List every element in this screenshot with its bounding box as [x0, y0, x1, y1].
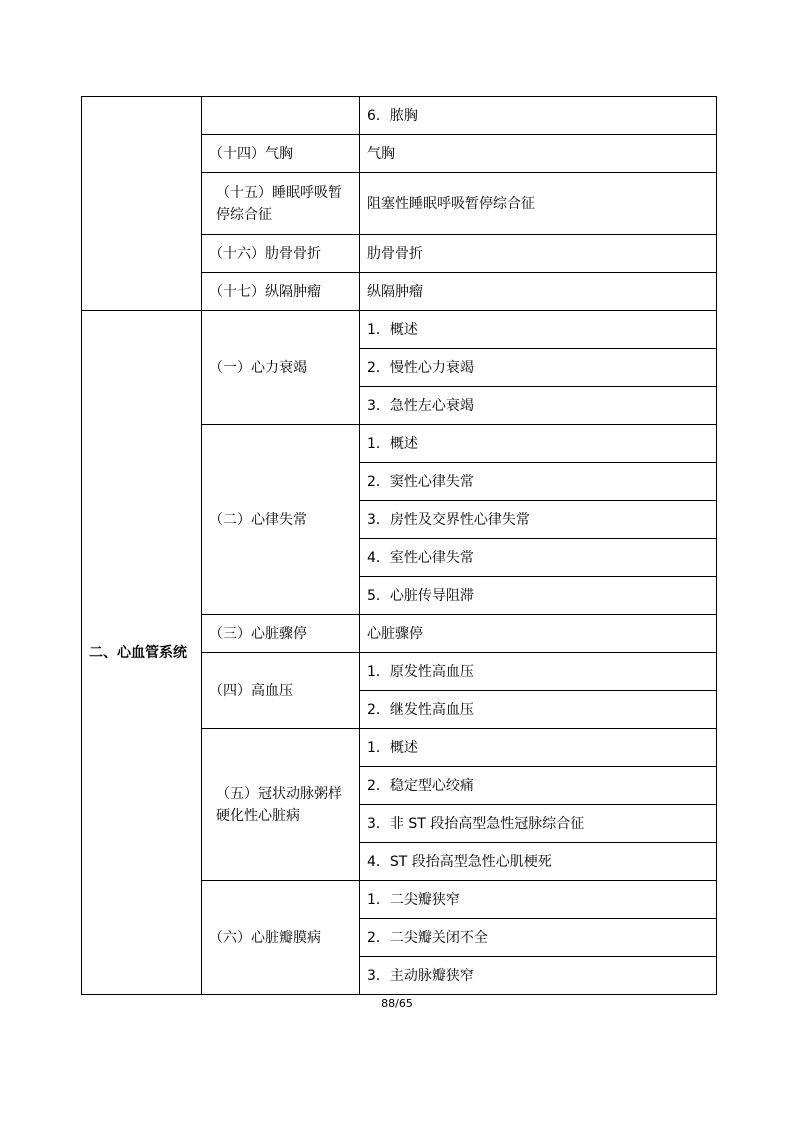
- point-cell: 6．脓胸: [360, 97, 717, 135]
- table-row: [82, 97, 717, 135]
- point-cell: 阻塞性睡眠呼吸暂停综合征: [360, 173, 717, 235]
- unit-cell: （四）高血压: [202, 653, 360, 729]
- point-cell: 心脏骤停: [360, 615, 717, 653]
- point-cell: 4．室性心律失常: [360, 539, 717, 577]
- point-cell: 3．主动脉瓣狭窄: [360, 957, 717, 995]
- unit-cell: （五）冠状动脉粥样硬化性心脏病: [202, 729, 360, 881]
- unit-cell: （一）心力衰竭: [202, 311, 360, 425]
- page-number: 88/65: [381, 997, 413, 1010]
- table-row: [82, 311, 717, 349]
- point-cell: 2．继发性高血压: [360, 691, 717, 729]
- point-cell: 气胸: [360, 135, 717, 173]
- point-cell: 4．ST 段抬高型急性心肌梗死: [360, 843, 717, 881]
- system-cell: 二、心血管系统: [82, 311, 202, 995]
- point-cell: 3．房性及交界性心律失常: [360, 501, 717, 539]
- unit-cell: （十七）纵隔肿瘤: [202, 273, 360, 311]
- point-cell: 1．原发性高血压: [360, 653, 717, 691]
- point-cell: 2．窦性心律失常: [360, 463, 717, 501]
- point-cell: 3．非 ST 段抬高型急性冠脉综合征: [360, 805, 717, 843]
- point-cell: 1．概述: [360, 425, 717, 463]
- point-cell: 5．心脏传导阻滞: [360, 577, 717, 615]
- unit-cell: （十六）肋骨骨折: [202, 235, 360, 273]
- point-cell: 2．二尖瓣关闭不全: [360, 919, 717, 957]
- point-cell: 1．概述: [360, 311, 717, 349]
- unit-cell: （六）心脏瓣膜病: [202, 881, 360, 995]
- unit-cell: （十五）睡眠呼吸暂停综合征: [202, 173, 360, 235]
- unit-cell: （二）心律失常: [202, 425, 360, 615]
- unit-cell: （十四）气胸: [202, 135, 360, 173]
- point-cell: 1．二尖瓣狭窄: [360, 881, 717, 919]
- point-cell: 肋骨骨折: [360, 235, 717, 273]
- point-cell: 纵隔肿瘤: [360, 273, 717, 311]
- unit-cell-continued: [202, 97, 360, 135]
- point-cell: 2．慢性心力衰竭: [360, 349, 717, 387]
- point-cell: 1．概述: [360, 729, 717, 767]
- system-cell-continued: [82, 97, 202, 311]
- syllabus-table: [81, 96, 717, 995]
- unit-cell: （三）心脏骤停: [202, 615, 360, 653]
- point-cell: 2．稳定型心绞痛: [360, 767, 717, 805]
- point-cell: 3．急性左心衰竭: [360, 387, 717, 425]
